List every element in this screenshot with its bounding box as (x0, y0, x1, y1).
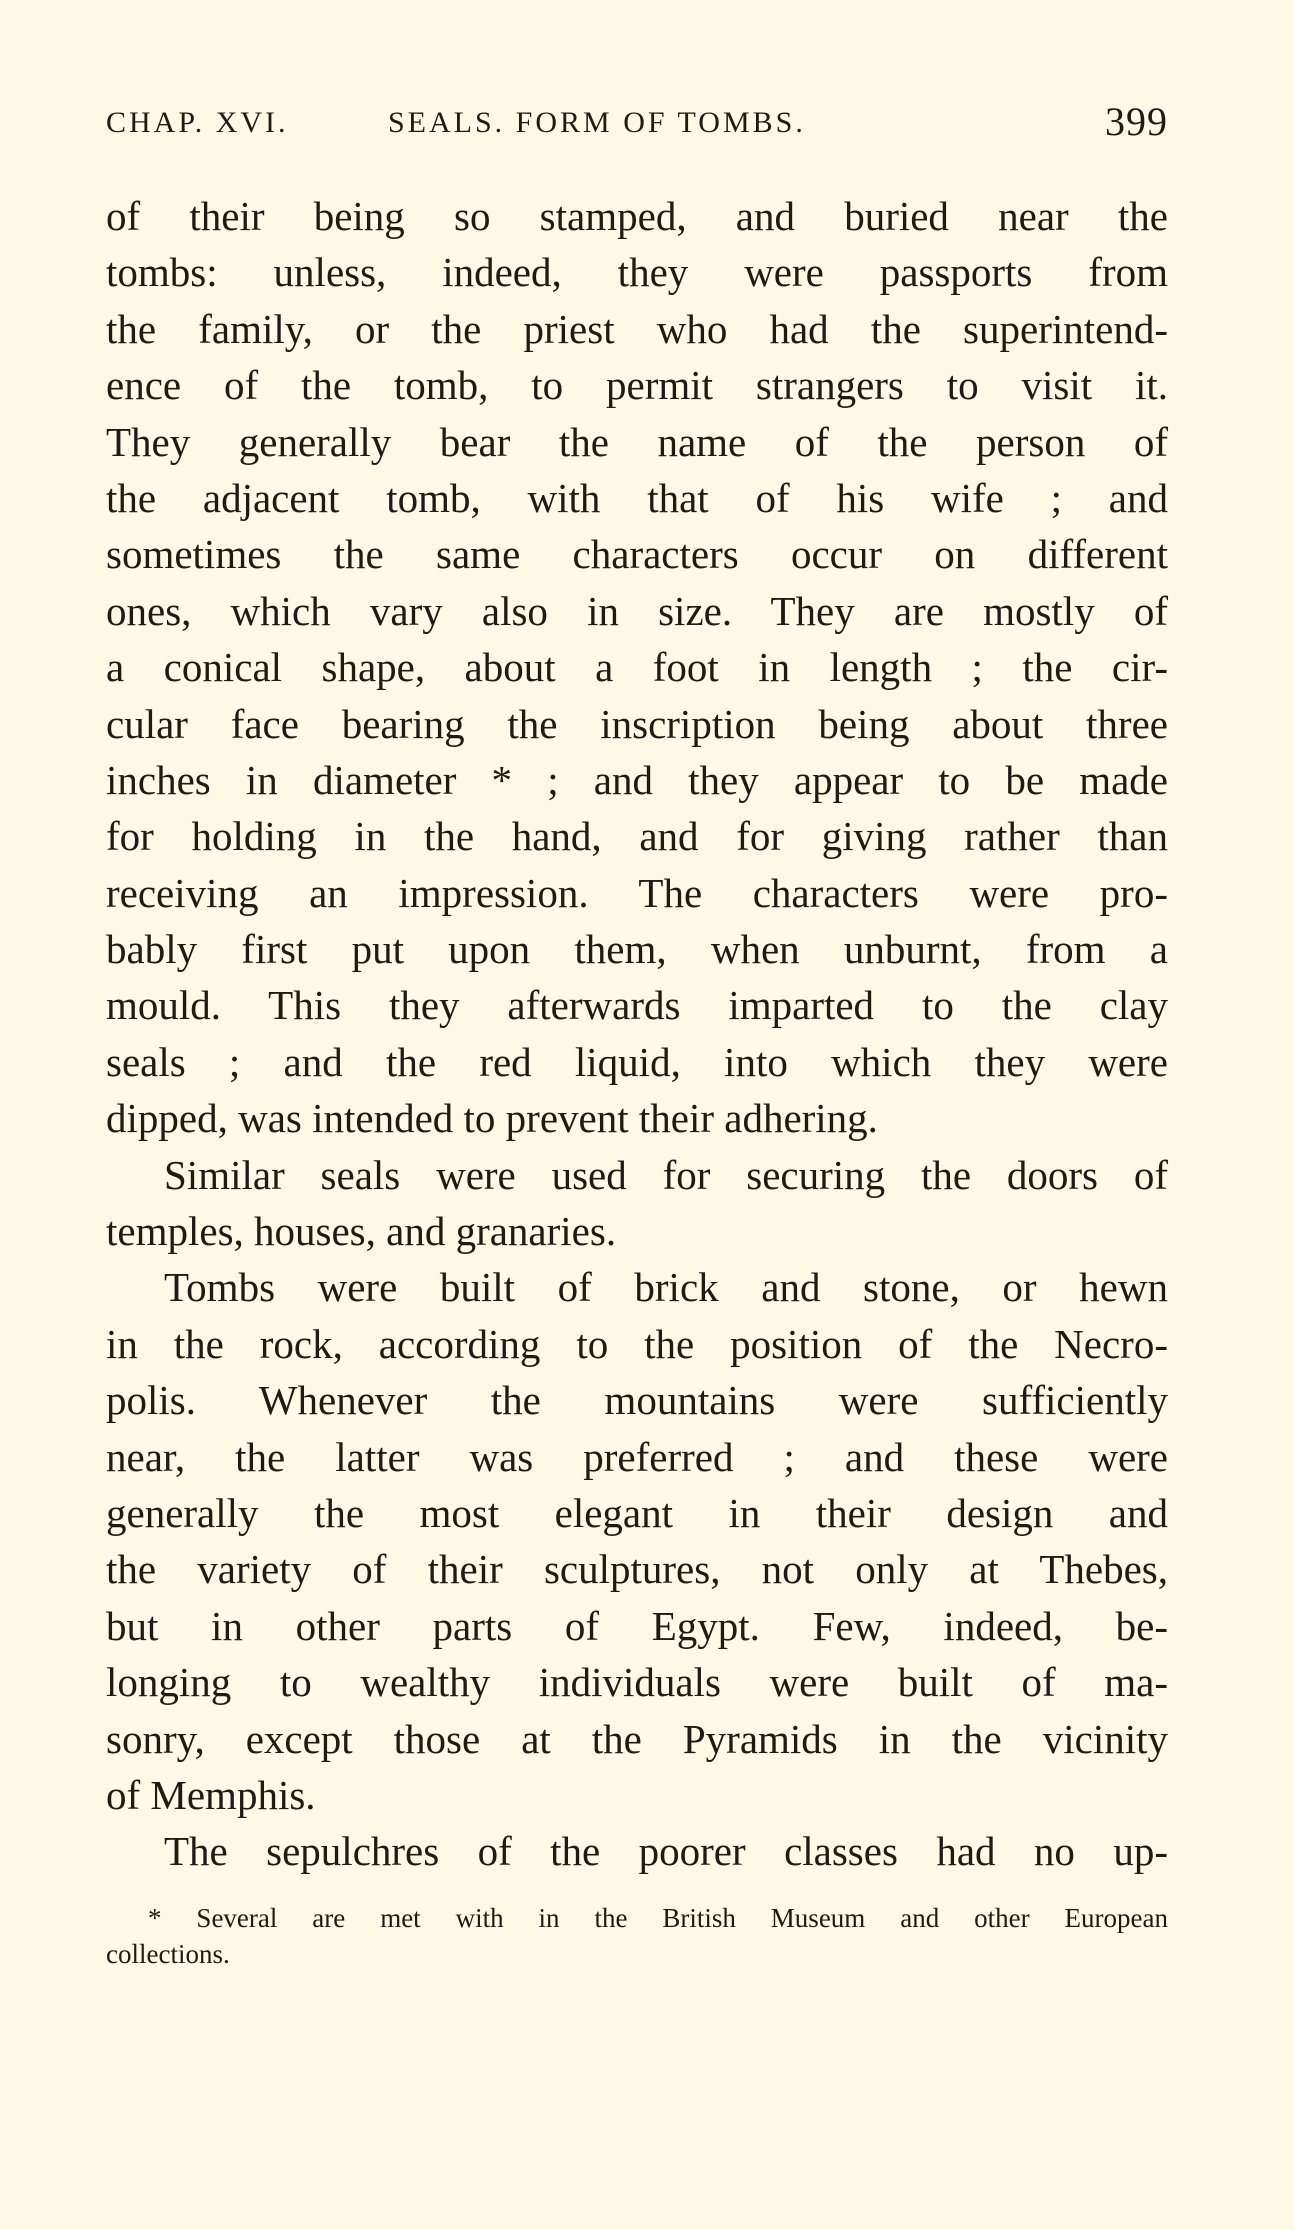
text-line: ones, which vary also in size. They are mostly of (106, 587, 1168, 634)
text-line: ence of the tomb, to permit strangers to visit it. (106, 362, 1168, 409)
footnote (106, 1900, 1168, 1972)
text-line: polis. Whenever the mountains were sufficiently (106, 1377, 1168, 1424)
text-line: receiving an impression. The characters were pro- (106, 869, 1168, 916)
text-line: for holding in the hand, and for giving rather than (106, 813, 1168, 860)
page-number: 399 (1105, 99, 1168, 144)
running-head (106, 98, 1168, 148)
text-line: seals ; and the red liquid, into which they were (106, 1038, 1168, 1085)
text-line: the variety of their sculptures, not only at Thebes, (106, 1546, 1168, 1593)
text-line: dipped, was intended to prevent their adhering. (106, 1095, 878, 1142)
text-line: generally the most elegant in their design and (106, 1489, 1168, 1536)
text-line: of their being so stamped, and buried near the (106, 193, 1168, 239)
footnote-line: collections. (106, 1939, 230, 1969)
text-line: of Memphis. (106, 1771, 316, 1818)
paragraph-start-line: The sepulchres of the poorer classes had no up- (164, 1828, 1168, 1875)
text-line: but in other parts of Egypt. Few, indeed, be- (106, 1602, 1168, 1649)
running-title: SEALS. FORM OF TOMBS. (388, 106, 806, 139)
footnote-line: * Several are met with in the British Museum and other European (148, 1903, 1168, 1933)
text-line: sonry, except those at the Pyramids in the vicinity (106, 1715, 1168, 1762)
text-line: longing to wealthy individuals were built of ma- (106, 1659, 1168, 1706)
text-line: cular face bearing the inscription being about three (106, 700, 1168, 747)
text-line: tombs: unless, indeed, they were passports from (106, 249, 1168, 296)
body-text (106, 188, 1168, 1880)
text-line: a conical shape, about a foot in length ; the cir- (106, 644, 1168, 691)
text-line: inches in diameter * ; and they appear to be made (106, 756, 1168, 803)
paragraph-start-line: Similar seals were used for securing the doors of (164, 1151, 1168, 1198)
text-line: the family, or the priest who had the superintend- (106, 305, 1168, 352)
text-line: mould. This they afterwards imparted to the clay (106, 982, 1168, 1029)
text-line: They generally bear the name of the person of (106, 418, 1168, 465)
chapter-label: CHAP. XVI. (106, 106, 289, 139)
text-line: bably first put upon them, when unburnt, from a (106, 926, 1168, 973)
text-line: the adjacent tomb, with that of his wife ; and (106, 474, 1168, 521)
paragraph-start-line: Tombs were built of brick and stone, or hewn (164, 1264, 1168, 1311)
text-line: in the rock, according to the position of the Necro- (106, 1320, 1168, 1367)
text-line: near, the latter was preferred ; and these were (106, 1433, 1168, 1480)
text-line: sometimes the same characters occur on different (106, 531, 1168, 578)
text-line: temples, houses, and granaries. (106, 1208, 617, 1255)
